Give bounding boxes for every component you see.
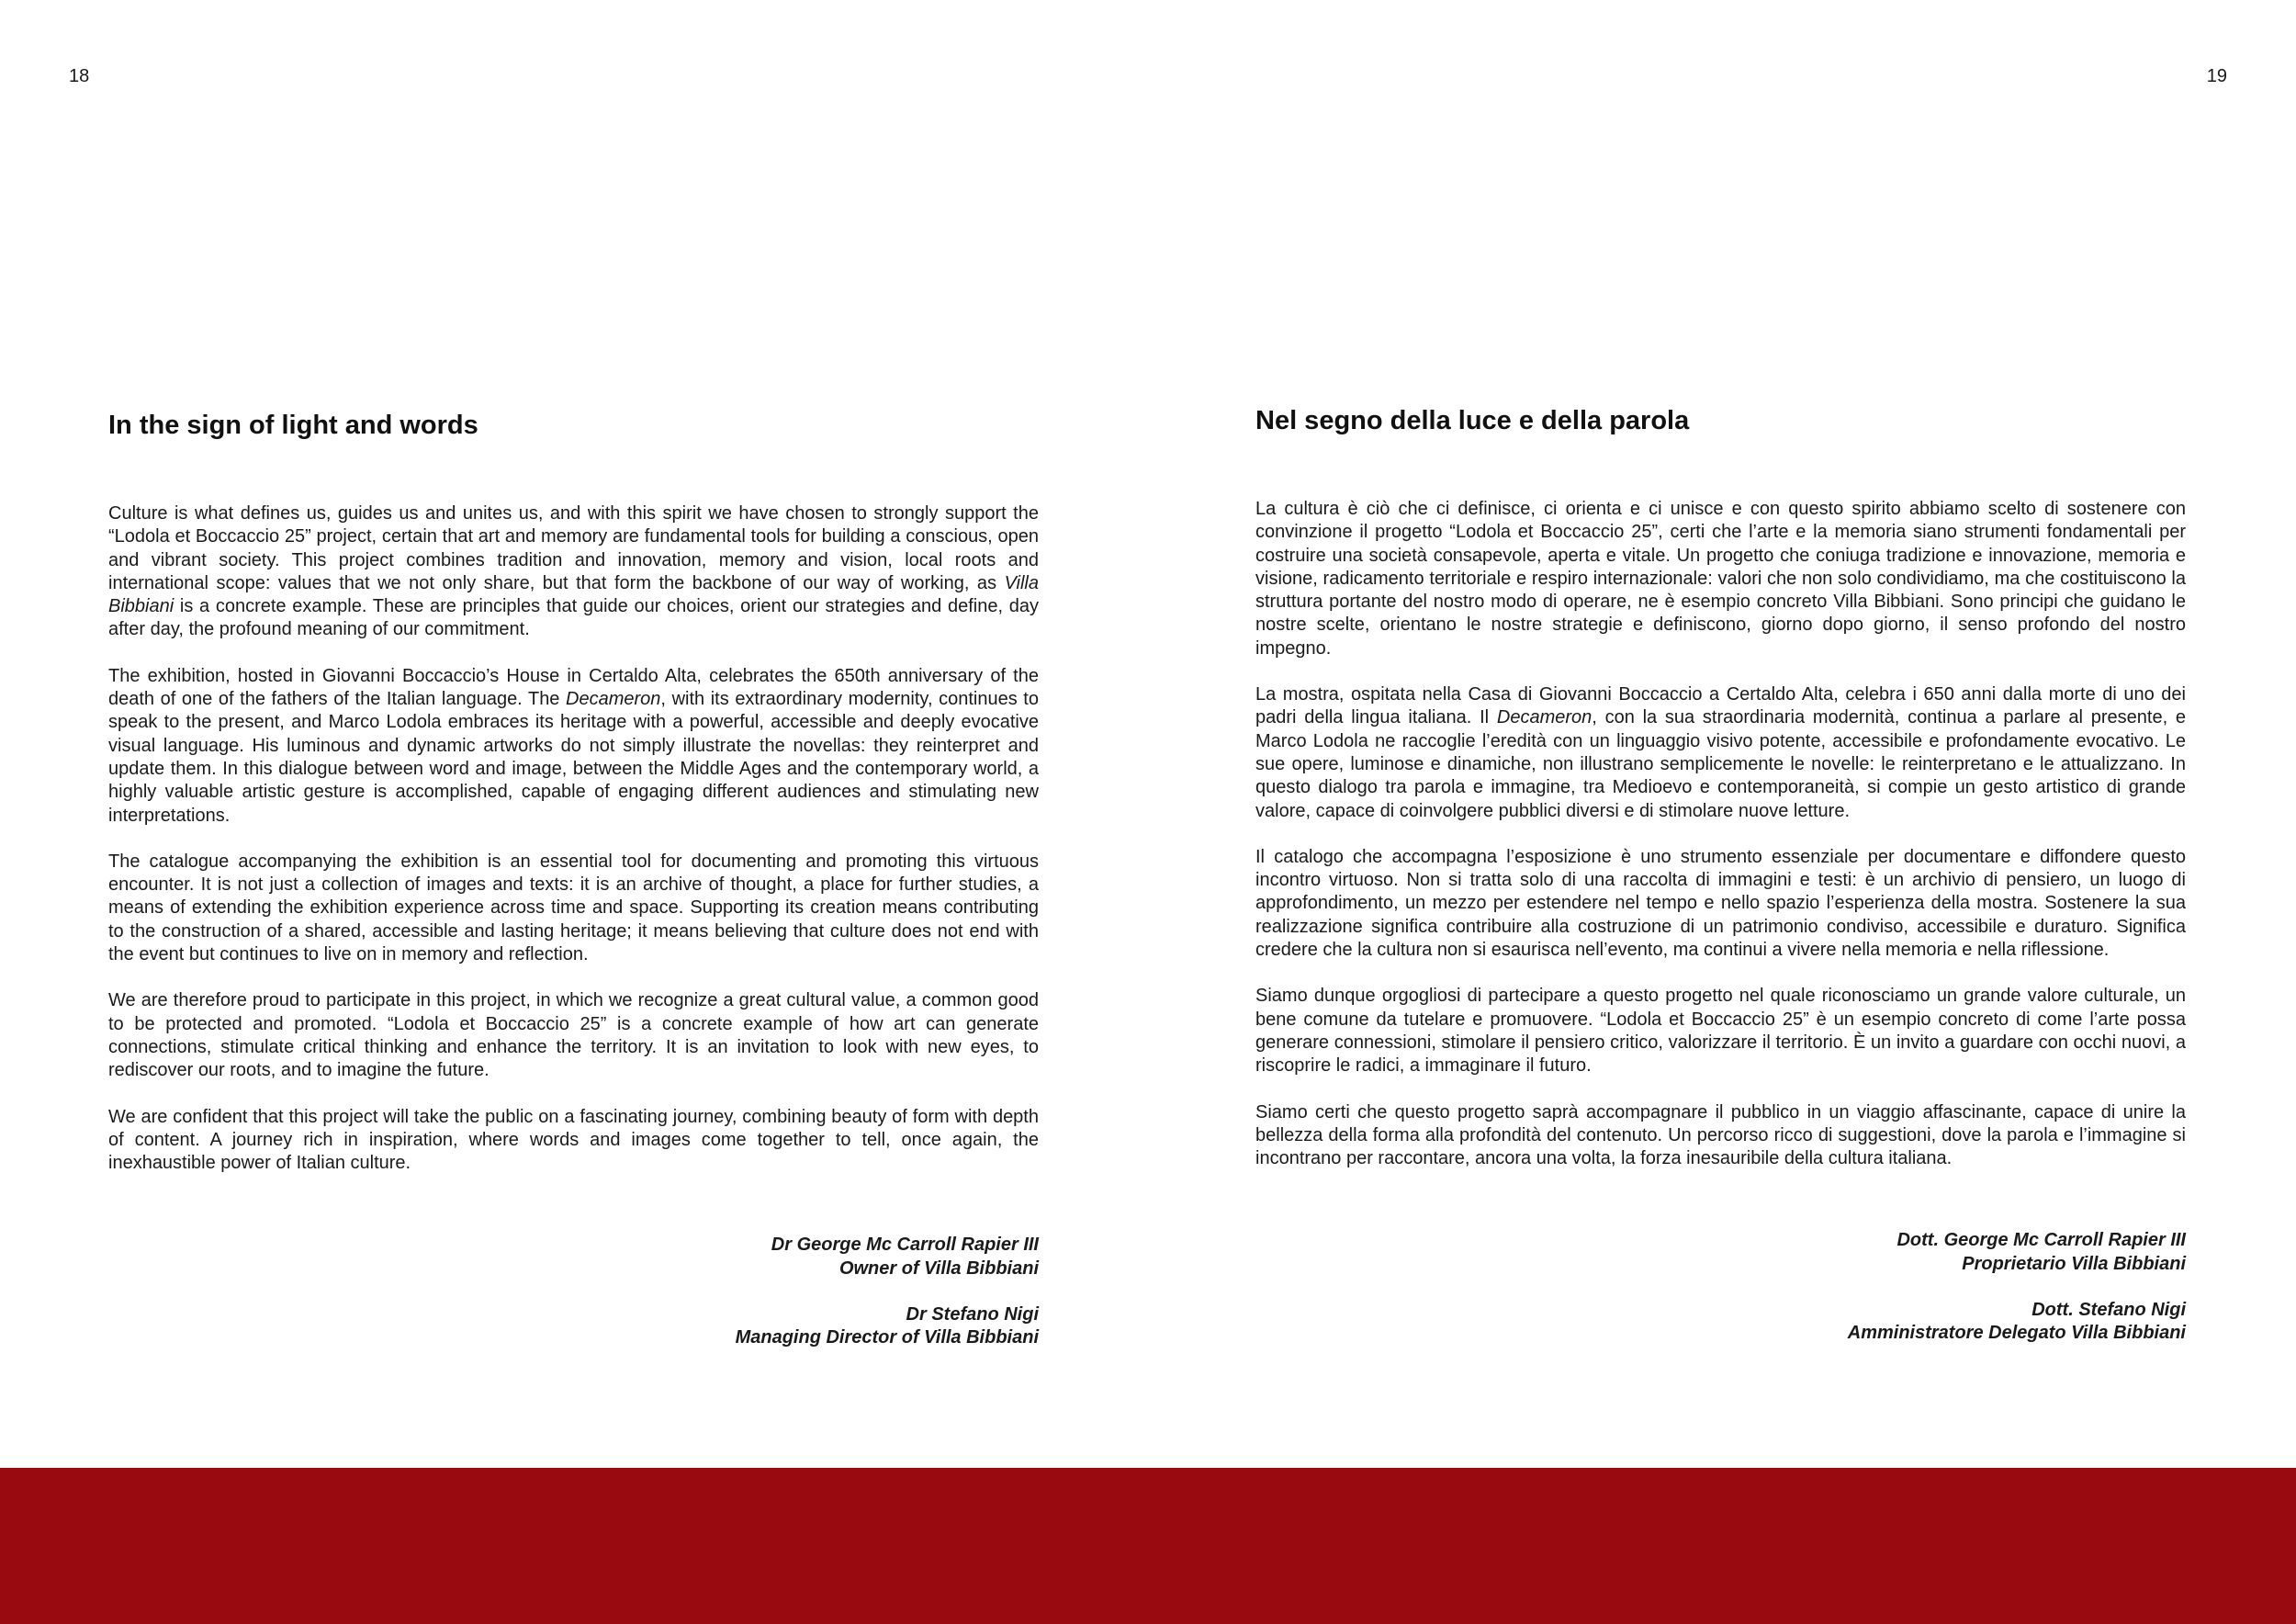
signatures	[108, 1234, 1039, 1349]
paragraph: The exhibition, hosted in Giovanni Boccaccio’s House in Certaldo Alta, celebrates the 650th anniversary of the death of one of the fathers of the Italian language. The Decameron, with its extraordinary modernity, continues to speak to the present, and Marco Lodola embraces its heritage with a powerful, accessible and deeply evocative visual language. His luminous and dynamic artworks do not simply illustrate the novellas: they reinterpret and update them. In this dialogue between word and image, between the Middle Ages and the contemporary world, a highly valuable artistic gesture is accomplished, capable of engaging different audiences and stimulating new interpretations.	[108, 665, 1039, 826]
paragraph: We are confident that this project will take the public on a fascinating journey, combining beauty of form with depth of content. A journey rich in inspiration, where words and images come together to tell, once again, the inexhaustible power of Italian culture.	[108, 1106, 1039, 1174]
page-title: In the sign of light and words	[108, 411, 478, 440]
signature-role: Proprietario Villa Bibbiani	[1962, 1253, 2186, 1274]
signatures	[1255, 1229, 2186, 1345]
body-text	[108, 502, 1039, 1175]
paragraph: The catalogue accompanying the exhibition is an essential tool for documenting and promoting this virtuous encounter. It is not just a collection of images and texts: it is an archive of thought, a place for further studies, a means of extending the exhibition experience across time and space. Supporting its creation means contributing to the construction of a shared, accessible and lasting heritage; it means believing that culture does not end with the event but continues to live on in memory and reflection.	[108, 851, 1039, 965]
signature-role: Owner of Villa Bibbiani	[838, 1257, 1039, 1279]
text-column	[1255, 402, 2186, 1369]
footer-band	[0, 1468, 2296, 1624]
signature-name: Dott. George Mc Carroll Rapier III	[1896, 1230, 2186, 1251]
signature-name: Dr George Mc Carroll Rapier III	[771, 1235, 1039, 1256]
page-title: Nel segno della luce e della parola	[1255, 406, 1690, 435]
paragraph: La mostra, ospitata nella Casa di Giovanni Boccaccio a Certaldo Alta, celebra i 650 anni dalla morte di uno dei padri della lingua italiana. Il Decameron, con la sua straordinaria modernità, continua a parlare al presente, e Marco Lodola ne raccoglie l’eredità con un linguaggio visivo potente, accessibile e profondamente evocativo. Le sue opere, luminose e dinamiche, non illustrano semplicemente le novelle: le reinterpretano e le attualizzano. In questo dialogo tra parola e immagine, tra Medioevo e contemporaneità, si compie un gesto artistico di grande valore, capace di coinvolgere pubblici diversi e di stimolare nuove letture.	[1255, 684, 2187, 821]
paragraph: Siamo dunque orgogliosi di partecipare a questo progetto nel quale riconosciamo un grande valore culturale, un bene comune da tutelare e promuovere. “Lodola et Boccaccio 25” è un esempio concreto di come l’arte possa generare connessioni, stimolare il pensiero critico, valorizzare il territorio. È un invito a guardare con occhi nuovi, a riscoprire le radici, a immaginare il futuro.	[1255, 986, 2186, 1077]
signature-block	[108, 1234, 1039, 1280]
page-number: 18	[69, 66, 90, 86]
paragraph: La cultura è ciò che ci definisce, ci orienta e ci unisce e con questo spirito abbiamo scelto di sostenere con convinzione il progetto “Lodola et Boccaccio 25”, certi che l’arte e la memoria siano strumenti fondamentali per costruire una società consapevole, aperta e vitale. Un progetto che coniuga tradizione e innovazione, memoria e visione, radicamento territoriale e respiro internazionale: valori che non solo condividiamo, ma che costituiscono la struttura portante del nostro modo di operare, ne è esempio concreto Villa Bibbiani. Sono principi che guidano le nostre scelte, orientano le nostre strategie e definiscono, giorno dopo giorno, il senso profondo del nostro impegno.	[1255, 499, 2186, 659]
signature-name: Dott. Stefano Nigi	[2032, 1300, 2186, 1321]
signature-block	[1255, 1229, 2186, 1276]
body-text	[1255, 498, 2186, 1170]
paragraph: We are therefore proud to participate in this project, in which we recognize a great cultural value, a common good to be protected and promoted. “Lodola et Boccaccio 25” is a concrete example of how art can generate connections, stimulate critical thinking and enhance the territory. It is an invitation to look with new eyes, to rediscover our roots, and to imagine the future.	[108, 990, 1039, 1081]
page-left	[0, 0, 1148, 1470]
page-number: 19	[2206, 66, 2227, 86]
text-column	[108, 407, 1039, 1373]
signature-name: Dr Stefano Nigi	[906, 1304, 1039, 1325]
signature-role: Managing Director of Villa Bibbiani	[735, 1327, 1039, 1348]
page-right	[1148, 0, 2296, 1470]
paragraph: Il catalogo che accompagna l’esposizione è uno strumento essenziale per documentare e diffondere questo incontro virtuoso. Non si tratta solo di una raccolta di immagini e testi: è un archivio di pensiero, un luogo di approfondimento, un mezzo per estendere nel tempo e nello spazio l’esperienza della mostra. Sostenere la sua realizzazione significa contribuire alla costruzione di un patrimonio condiviso, accessibile e duraturo. Significa credere che la cultura non si esaurisca nell’evento, ma continui a vivere nella memoria e nella riflessione.	[1255, 846, 2186, 961]
paragraph: Siamo certi che questo progetto saprà accompagnare il pubblico in un viaggio affascinante, capace di unire la bellezza della forma alla profondità del contenuto. Un percorso ricco di suggestioni, dove la parola e l’immagine si incontrano per raccontare, ancora una volta, la forza inesauribile della cultura italiana.	[1255, 1101, 2186, 1169]
signature-block	[1255, 1299, 2186, 1346]
paragraph: Culture is what defines us, guides us and unites us, and with this spirit we have chosen to strongly support the “Lodola et Boccaccio 25” project, certain that art and memory are fundamental tools for building a conscious, open and vibrant society. This project combines tradition and innovation, memory and vision, local roots and international scope: values that we not only share, but that form the backbone of our way of working, as Villa Bibbiani is a concrete example. These are principles that guide our choices, orient our strategies and define, day after day, the profound meaning of our commitment.	[108, 503, 1039, 640]
signature-block	[108, 1303, 1039, 1350]
signature-role: Amministratore Delegato Villa Bibbiani	[1847, 1323, 2186, 1344]
